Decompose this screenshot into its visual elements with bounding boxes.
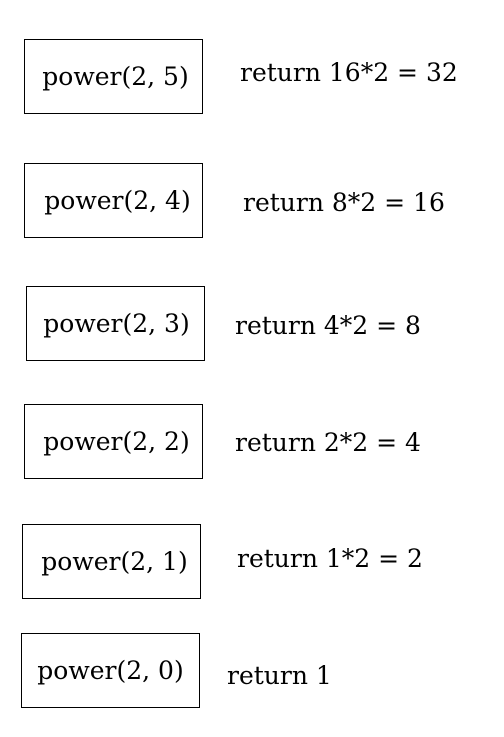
return-label-power-2-1: return 1*2 = 2: [237, 544, 423, 573]
return-label-power-2-5: return 16*2 = 32: [240, 58, 458, 87]
call-label: power(2, 5): [42, 62, 189, 91]
return-label-power-2-2: return 2*2 = 4: [235, 428, 421, 457]
call-box-power-2-1: [22, 524, 201, 599]
call-box-power-2-4: [24, 163, 203, 238]
call-box-power-2-3: [26, 286, 205, 361]
call-label: power(2, 1): [41, 547, 188, 576]
call-box-power-2-0: [21, 633, 200, 708]
call-label: power(2, 4): [44, 186, 191, 215]
call-box-power-2-2: [24, 404, 203, 479]
return-label-power-2-0: return 1: [227, 661, 332, 690]
call-label: power(2, 3): [43, 309, 190, 338]
return-label-power-2-3: return 4*2 = 8: [235, 311, 421, 340]
call-label: power(2, 2): [43, 427, 190, 456]
call-box-power-2-5: [24, 39, 203, 114]
call-label: power(2, 0): [37, 656, 184, 685]
return-label-power-2-4: return 8*2 = 16: [243, 188, 445, 217]
